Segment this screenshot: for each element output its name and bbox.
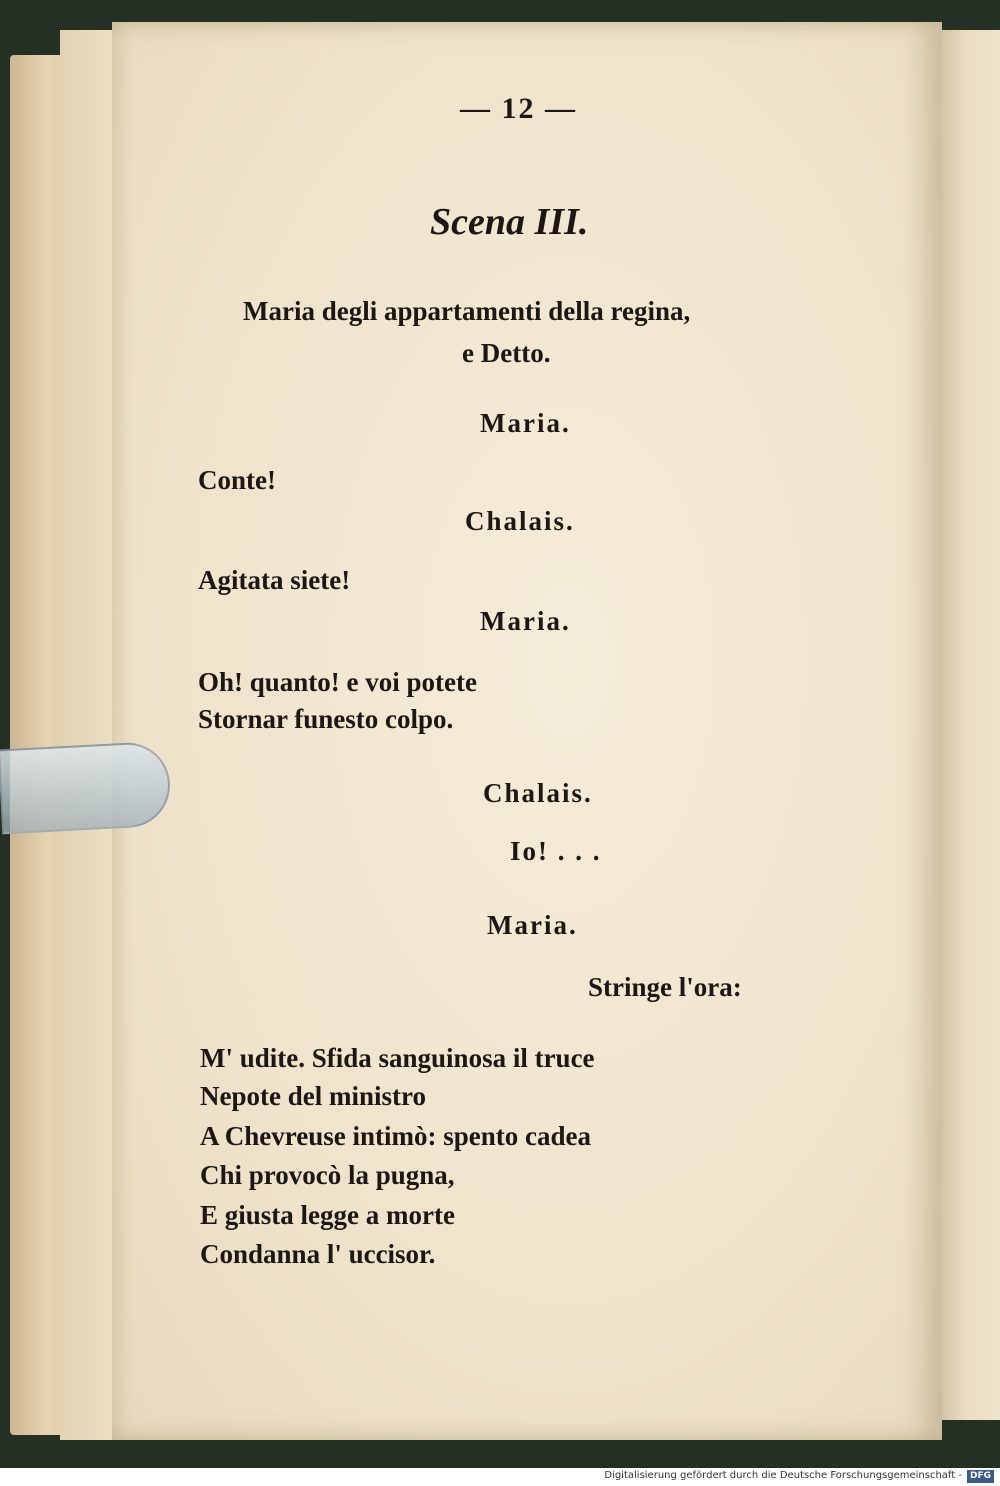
speaker-name: Maria. (487, 910, 578, 940)
dialogue-line: Stornar funesto colpo. (198, 704, 454, 734)
speaker-name: Chalais. (483, 778, 593, 808)
verse-line: E giusta legge a morte (200, 1200, 455, 1230)
verse-line: Chi provocò la pugna, (200, 1160, 455, 1190)
verse-line: A Chevreuse intimò: spento cadea (200, 1121, 591, 1151)
speaker-name: Maria. (480, 408, 571, 438)
dialogue-line: Io! . . . (510, 836, 602, 866)
footer-credit: Digitalisierung gefördert durch die Deutsche Forschungsgemeinschaft - (604, 1470, 962, 1481)
speaker-name: Chalais. (465, 506, 575, 536)
dialogue-line: Stringe l'ora: (588, 972, 742, 1002)
verse-line: Nepote del ministro (200, 1081, 426, 1111)
scene-title: Scena III. (430, 201, 589, 243)
verse-line: Condanna l' uccisor. (200, 1239, 436, 1269)
dialogue-line: Oh! quanto! e voi potete (198, 667, 477, 697)
page-clip-tab (0, 741, 172, 835)
page-number: — 12 — (460, 92, 577, 125)
speaker-name: Maria. (480, 606, 571, 636)
stage-direction-cont: e Detto. (462, 338, 551, 368)
verse-line: M' udite. Sfida sanguinosa il truce (200, 1043, 595, 1073)
dialogue-line: Agitata siete! (198, 565, 351, 595)
dialogue-line: Conte! (198, 465, 276, 495)
stage-direction: Maria degli appartamenti della regina, (243, 296, 691, 326)
dfg-logo-icon: DFG (967, 1470, 994, 1483)
